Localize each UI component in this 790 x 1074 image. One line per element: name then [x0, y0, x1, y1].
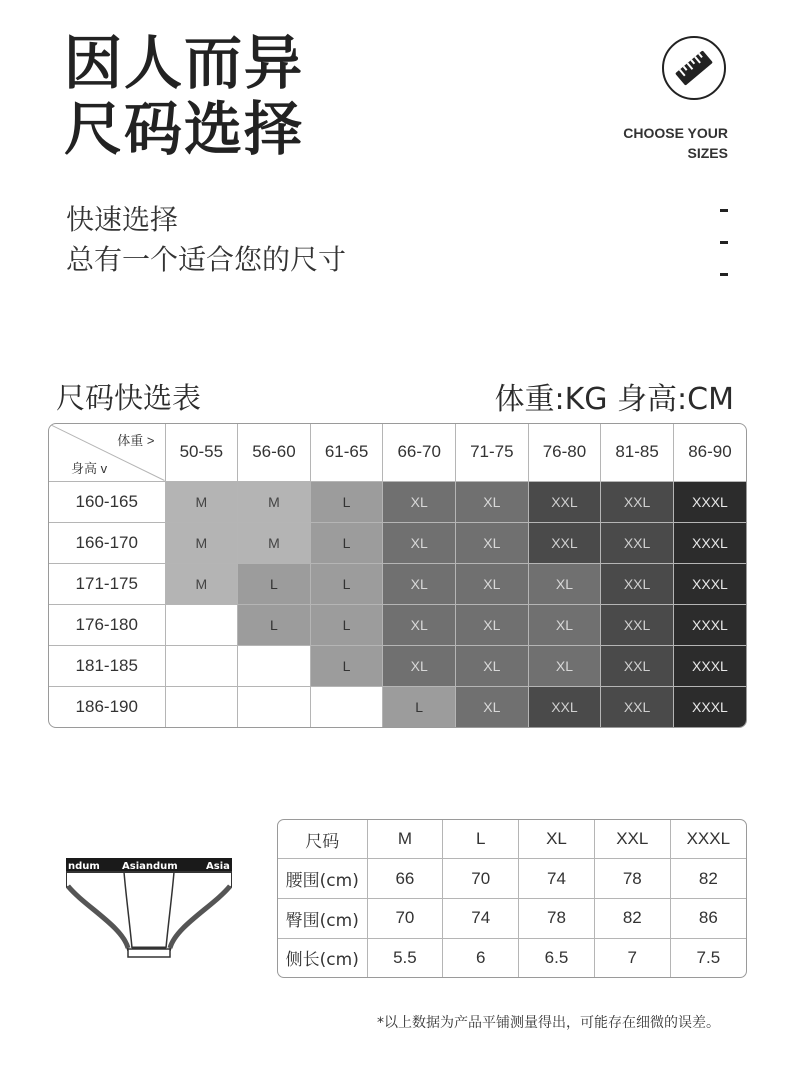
measurement-header-label: 尺码 — [278, 820, 367, 859]
slogan-line2: 总有一个适合您的尺寸 — [66, 243, 347, 276]
size-cell: XL — [383, 563, 456, 604]
height-label-cell: 176-180 — [49, 604, 165, 645]
weight-header-cell: 61-65 — [310, 424, 383, 481]
measurement-header-row — [278, 820, 746, 859]
decor-dash — [720, 209, 728, 212]
slogan-line1: 快速选择 — [66, 203, 179, 236]
size-cell: XXL — [601, 646, 674, 687]
measurement-value-cell: 82 — [594, 898, 670, 938]
page-title-line1: 因人而异 — [64, 29, 305, 97]
size-chart-row — [49, 481, 746, 522]
size-cell: L — [383, 687, 456, 727]
height-label-cell: 181-185 — [49, 646, 165, 687]
size-cell — [165, 604, 238, 645]
measurement-size-header: XL — [519, 820, 595, 859]
size-cell: XXXL — [673, 522, 746, 563]
page-title-line2: 尺码选择 — [64, 95, 305, 163]
measurement-value-cell: 82 — [670, 859, 746, 899]
weight-header-cell: 76-80 — [528, 424, 601, 481]
size-cell — [238, 646, 311, 687]
size-cell: L — [310, 604, 383, 645]
measurement-size-header: L — [443, 820, 519, 859]
size-cell: M — [165, 563, 238, 604]
measurement-table — [277, 819, 747, 978]
corner-cell — [49, 424, 165, 481]
waistband-text-center: Asiandum — [122, 861, 178, 872]
size-chart-row — [49, 522, 746, 563]
measurement-value-cell: 78 — [519, 898, 595, 938]
size-cell: L — [310, 563, 383, 604]
size-chart-units: 体重:KG 身高:CM — [494, 382, 734, 417]
size-cell: XXXL — [673, 563, 746, 604]
measurement-value-cell: 70 — [367, 898, 443, 938]
measurement-size-header: XXXL — [670, 820, 746, 859]
measurement-value-cell: 86 — [670, 898, 746, 938]
size-cell: XXL — [601, 481, 674, 522]
decor-dash — [720, 273, 728, 276]
weight-header-cell: 66-70 — [383, 424, 456, 481]
measurement-row — [278, 898, 746, 938]
size-cell: XL — [456, 646, 529, 687]
size-cell: XL — [528, 604, 601, 645]
ruler-badge — [662, 36, 726, 100]
size-chart-row — [49, 646, 746, 687]
height-label-cell: 166-170 — [49, 522, 165, 563]
size-cell: XL — [456, 481, 529, 522]
corner-weight-label: 体重 > — [117, 433, 155, 448]
size-cell — [165, 687, 238, 727]
weight-header-cell: 56-60 — [238, 424, 311, 481]
choose-line2: SIZES — [687, 145, 728, 161]
size-cell — [165, 646, 238, 687]
measurement-value-cell: 70 — [443, 859, 519, 899]
size-cell: L — [310, 646, 383, 687]
measurement-value-cell: 7 — [594, 938, 670, 977]
weight-header-cell: 86-90 — [673, 424, 746, 481]
footnote: *以上数据为产品平铺测量得出，可能存在细微的误差。 — [377, 1015, 720, 1031]
size-cell: M — [238, 481, 311, 522]
measurement-size-header: M — [367, 820, 443, 859]
briefs-illustration — [66, 856, 232, 966]
size-cell: XXXL — [673, 687, 746, 727]
size-cell: L — [238, 563, 311, 604]
size-cell: XXXL — [673, 481, 746, 522]
measurement-value-cell: 66 — [367, 859, 443, 899]
measurement-row — [278, 938, 746, 977]
size-cell: L — [238, 604, 311, 645]
size-cell — [238, 687, 311, 727]
size-cell: XL — [456, 604, 529, 645]
weight-header-cell: 71-75 — [456, 424, 529, 481]
size-cell: XXL — [528, 522, 601, 563]
size-cell — [310, 687, 383, 727]
choose-line1: CHOOSE YOUR — [623, 125, 728, 141]
size-cell: XL — [383, 481, 456, 522]
size-cell: XL — [383, 604, 456, 645]
decor-dash — [720, 241, 728, 244]
size-cell: L — [310, 481, 383, 522]
measurement-size-header: XXL — [594, 820, 670, 859]
size-cell: XXL — [601, 604, 674, 645]
size-cell: M — [165, 481, 238, 522]
measurement-value-cell: 5.5 — [367, 938, 443, 977]
measurement-value-cell: 78 — [594, 859, 670, 899]
measurement-value-cell: 74 — [443, 898, 519, 938]
size-cell: XL — [456, 522, 529, 563]
waistband-text-left: ndum — [68, 861, 100, 872]
corner-height-label: 身高 v — [71, 460, 108, 476]
size-cell: XL — [383, 522, 456, 563]
measurement-row-label: 臀围(cm) — [278, 898, 367, 938]
size-cell: XXL — [601, 563, 674, 604]
waistband-text-right: Asia — [206, 861, 230, 872]
size-chart-header-row — [49, 424, 746, 481]
height-label-cell: 186-190 — [49, 687, 165, 727]
size-cell: XL — [383, 646, 456, 687]
size-cell: XXL — [528, 481, 601, 522]
measurement-row-label: 腰围(cm) — [278, 859, 367, 899]
height-label-cell: 160-165 — [49, 481, 165, 522]
size-cell: XXXL — [673, 646, 746, 687]
size-cell: L — [310, 522, 383, 563]
measurement-row — [278, 859, 746, 899]
weight-header-cell: 50-55 — [165, 424, 238, 481]
size-cell: XL — [528, 646, 601, 687]
size-cell: XL — [456, 563, 529, 604]
size-cell: M — [238, 522, 311, 563]
weight-header-cell: 81-85 — [601, 424, 674, 481]
size-chart-row — [49, 687, 746, 727]
size-cell: XXL — [601, 522, 674, 563]
size-chart-row — [49, 563, 746, 604]
measurement-value-cell: 74 — [519, 859, 595, 899]
size-chart-table — [48, 423, 747, 728]
size-cell: XL — [456, 687, 529, 727]
ruler-icon — [664, 38, 724, 98]
size-cell: XXL — [601, 687, 674, 727]
size-chart-row — [49, 604, 746, 645]
size-cell: XXL — [528, 687, 601, 727]
size-chart-title: 尺码快选表 — [56, 381, 202, 415]
measurement-value-cell: 6 — [443, 938, 519, 977]
measurement-row-label: 侧长(cm) — [278, 938, 367, 977]
choose-your-sizes-label — [623, 123, 728, 163]
size-cell: XL — [528, 563, 601, 604]
height-label-cell: 171-175 — [49, 563, 165, 604]
size-cell: M — [165, 522, 238, 563]
measurement-value-cell: 7.5 — [670, 938, 746, 977]
size-cell: XXXL — [673, 604, 746, 645]
measurement-value-cell: 6.5 — [519, 938, 595, 977]
